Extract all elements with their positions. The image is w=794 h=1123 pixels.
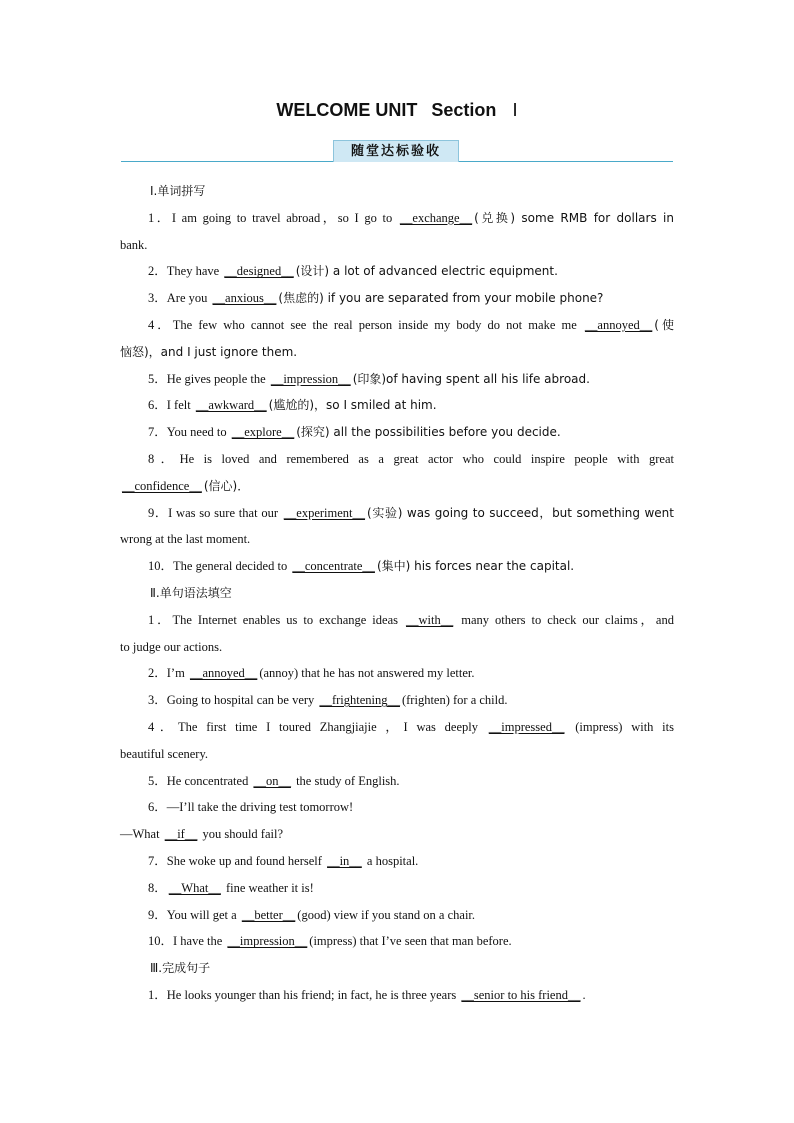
page-title (0, 100, 794, 121)
answer: __impression__ (227, 934, 308, 949)
question: 5．He concentrated __on__ the study of English. (148, 773, 400, 788)
answer: __concentrate__ (292, 559, 375, 574)
question: 1．I am going to travel abroad，so I go to __exchange__ (兑换) some RMB for dollars in (148, 210, 674, 225)
question: 10．I have the __impression__ (impress) that I’ve seen that man before. (148, 934, 512, 949)
question: 1．The Internet enables us to exchange ideas __with__ many others to check our claims，and (148, 612, 674, 627)
answer: __senior to his friend__ (461, 987, 581, 1002)
question: 6．I felt __awkward__ (尴尬的)，so I smiled at him. (148, 398, 437, 413)
question: 7．You need to __explore__ (探究) all the possibilities before you decide. (148, 425, 561, 440)
question: 5．He gives people the __impression__ (印象)of having spent all his life abroad. (148, 371, 590, 386)
question: 2．I’m __annoyed__ (annoy) that he has not answered my letter. (148, 666, 475, 681)
question-continued: __confidence__ (信心)． (122, 478, 250, 493)
question-continued: wrong at the last moment. (120, 532, 251, 547)
answer: __on__ (253, 773, 291, 788)
part1-heading: Ⅰ.单词拼写 (150, 184, 206, 198)
question: 9．I was so sure that our __experiment__ (实验) was going to succeed，but something went (148, 505, 674, 520)
question-continued: to judge our actions. (120, 639, 223, 654)
unit-title: WELCOME UNIT (276, 100, 418, 120)
question: 1．He looks younger than his friend; in fact, he is three years __senior to his friend__ . (148, 987, 586, 1002)
answer: __better__ (241, 907, 296, 922)
part3-heading: Ⅲ.完成句子 (150, 961, 211, 976)
exercise-banner: 随堂达标验收 (333, 140, 459, 162)
section-number: Ⅰ (512, 100, 518, 120)
answer: __exchange__ (399, 210, 473, 225)
question: 8．He is loved and remembered as a great actor who could inspire people with great (148, 451, 674, 466)
question-continued: bank. (120, 237, 148, 252)
question: 4．The few who cannot see the real person inside my body do not make me __annoyed__ (使 (148, 317, 674, 332)
answer: __annoyed__ (584, 317, 653, 332)
question-continued: —What __if__ you should fail? (120, 827, 284, 842)
question: 3．Going to hospital can be very __frightening__ (frighten) for a child. (148, 693, 508, 708)
answer: __awkward__ (195, 398, 267, 413)
question-continued: 恼怒)，and I just ignore them. (120, 344, 298, 359)
worksheet-body (120, 178, 674, 1009)
answer: __anxious__ (212, 291, 277, 306)
question: 2．They have __designed__ (设计) a lot of advanced electric equipment. (148, 264, 558, 279)
answer: __impression__ (270, 371, 351, 386)
answer: __if__ (164, 827, 198, 842)
answer: __explore__ (231, 425, 295, 440)
answer: __designed__ (224, 264, 294, 279)
question: 10．The general decided to __concentrate__ (集中) his forces near the capital. (148, 559, 575, 574)
answer: __What__ (168, 880, 221, 895)
part2-heading: Ⅱ.单句语法填空 (150, 585, 232, 600)
question-continued: beautiful scenery. (120, 746, 209, 761)
question: 9．You will get a __better__ (good) view if you stand on a chair. (148, 907, 476, 922)
answer: __in__ (327, 853, 362, 868)
answer: __impressed__ (488, 719, 565, 734)
section-label: Section (431, 100, 497, 120)
question: 6．—I’ll take the driving test tomorrow! (148, 800, 354, 815)
answer: __experiment__ (283, 505, 366, 520)
question: 7．She woke up and found herself __in__ a hospital. (148, 853, 419, 868)
answer: __frightening__ (319, 693, 400, 708)
answer: __with__ (405, 612, 454, 627)
answer: __confidence__ (122, 478, 202, 493)
question: 8． __What__ fine weather it is! (148, 880, 314, 895)
question: 4．The first time I toured Zhangjiajie ，I was deeply __impressed__ (impress) with its (148, 719, 674, 734)
answer: __annoyed__ (189, 666, 258, 681)
question: 3．Are you __anxious__ (焦虑的) if you are separated from your mobile phone? (148, 291, 604, 306)
